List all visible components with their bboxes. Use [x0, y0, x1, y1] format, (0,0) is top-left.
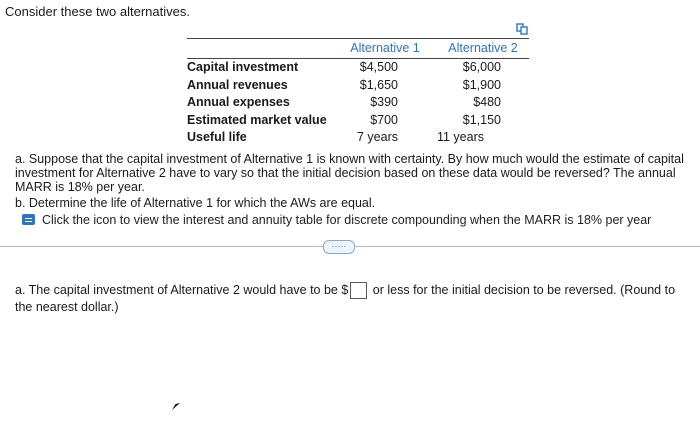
interest-table-link[interactable] — [22, 213, 692, 227]
alt1-value: $700 — [370, 112, 398, 127]
row-label: Capital investment — [187, 60, 299, 74]
alt1-value: $390 — [370, 95, 398, 109]
answer-suffix: or less for the initial decision to be reversed. (Round to the nearest dollar.) — [15, 283, 676, 315]
header-alternative-2: Alternative 2 — [448, 41, 518, 55]
row-label: Annual expenses — [187, 95, 290, 109]
row-label: Useful life — [187, 130, 247, 144]
table-icon[interactable] — [22, 214, 35, 225]
table-row — [187, 93, 529, 111]
interest-table-link-text[interactable]: Click the icon to view the interest and annuity table for discrete compounding when the MARR is 18% per year — [42, 213, 652, 227]
alt2-value: $480 — [473, 95, 501, 109]
table-row — [187, 58, 529, 76]
alt1-value: 7 years — [357, 130, 398, 144]
prompt-text: Consider these two alternatives. — [5, 4, 190, 19]
row-label: Estimated market value — [187, 112, 327, 127]
mouse-cursor-icon — [171, 401, 181, 411]
table-row — [187, 128, 529, 146]
alternatives-table — [187, 40, 529, 146]
question-a: a. Suppose that the capital investment of Alternative 1 is known with certainty. By how much would the estimate of capital investment for Alternative 2 have to vary so that the initial decision based on these data would be reversed? The annual MARR is 18% per year. — [15, 152, 684, 194]
answer-prefix: a. The capital investment of Alternative 2 would have to be $ — [15, 283, 349, 297]
expand-button[interactable]: ····· — [323, 240, 355, 254]
table-row — [187, 76, 529, 94]
alt2-value: $6,000 — [462, 60, 501, 74]
question-b: b. Determine the life of Alternative 1 for which the AWs are equal. — [15, 196, 376, 210]
table-top-rule — [187, 38, 529, 39]
alt1-value: $1,650 — [359, 77, 398, 92]
table-header — [187, 40, 529, 58]
alt1-value: $4,500 — [359, 60, 398, 74]
alt2-value: 11 years — [436, 130, 484, 144]
answer-a — [15, 282, 695, 315]
copy-icon[interactable] — [516, 23, 528, 35]
alt2-value: $1,150 — [462, 112, 501, 127]
row-label: Annual revenues — [187, 77, 288, 92]
alt2-value: $1,900 — [462, 77, 501, 92]
table-row — [187, 111, 529, 129]
answer-input[interactable] — [350, 282, 367, 299]
header-alternative-1: Alternative 1 — [350, 41, 420, 55]
